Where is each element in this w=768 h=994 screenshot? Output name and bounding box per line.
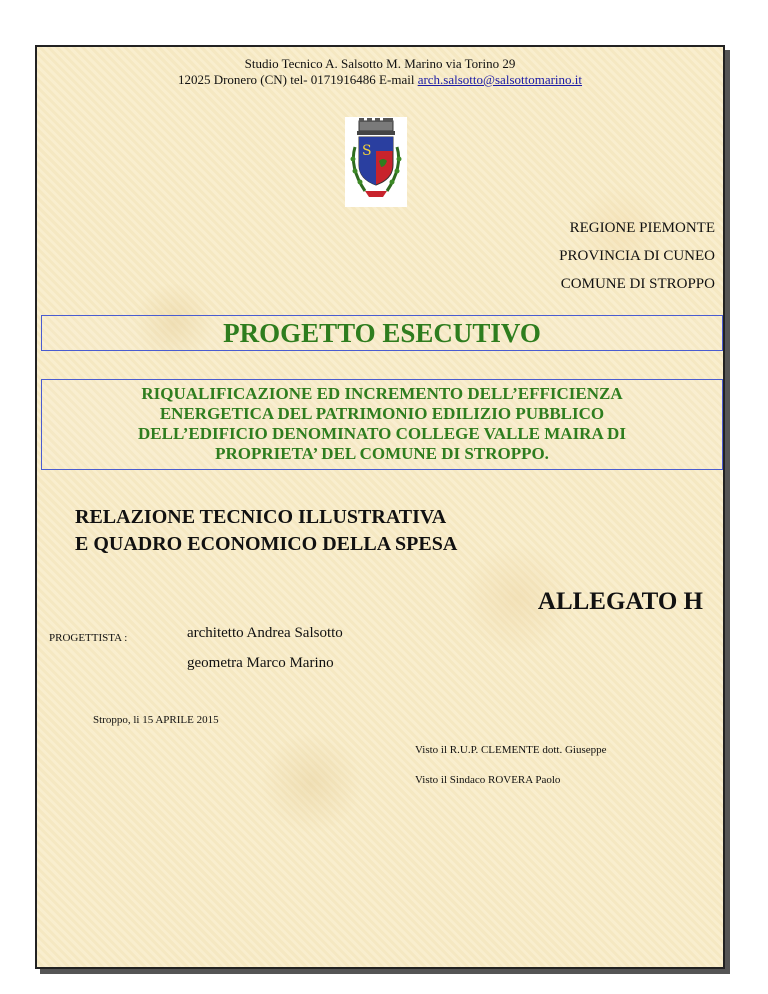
progettista-name-2: geometra Marco Marino bbox=[187, 655, 334, 671]
cover-sheet bbox=[35, 45, 725, 969]
svg-text:S: S bbox=[362, 143, 372, 159]
progettista-label: PROGETTISTA : bbox=[49, 632, 128, 644]
studio-header bbox=[37, 56, 723, 88]
progettista-name-1: architetto Andrea Salsotto bbox=[187, 625, 343, 641]
description-line-3: DELL’EDIFICIO DENOMINATO COLLEGE VALLE MAIRA DI bbox=[138, 424, 626, 443]
description-line-2: ENERGETICA DEL PATRIMONIO EDILIZIO PUBBLICO bbox=[159, 404, 605, 423]
email-link[interactable]: arch.salsotto@salsottomarino.it bbox=[417, 72, 583, 87]
visto-sindaco: Visto il Sindaco ROVERA Paolo bbox=[415, 774, 561, 786]
header-line-1: Studio Tecnico A. Salsotto M. Marino via Torino 29 bbox=[244, 56, 516, 71]
relazione-line-1: RELAZIONE TECNICO ILLUSTRATIVA bbox=[75, 506, 447, 528]
provincia-label: PROVINCIA DI CUNEO bbox=[559, 248, 715, 264]
relazione-line-2: E QUADRO ECONOMICO DELLA SPESA bbox=[75, 533, 458, 555]
header-line-2 bbox=[37, 72, 723, 88]
visto-rup: Visto il R.U.P. CLEMENTE dott. Giuseppe bbox=[415, 744, 607, 756]
place-date: Stroppo, li 15 APRILE 2015 bbox=[93, 714, 219, 726]
comune-label: COMUNE DI STROPPO bbox=[560, 276, 715, 292]
comune-coat-of-arms-icon bbox=[345, 117, 407, 207]
description-line-4: PROPRIETA’ DEL COMUNE DI STROPPO. bbox=[215, 444, 549, 463]
allegato-label: ALLEGATO H bbox=[537, 588, 703, 615]
description-line-1: RIQUALIFICAZIONE ED INCREMENTO DELL’EFFICIENZA bbox=[141, 384, 623, 403]
regione-label: REGIONE PIEMONTE bbox=[569, 220, 715, 236]
document-subtitle bbox=[75, 504, 457, 558]
project-title: PROGETTO ESECUTIVO bbox=[223, 318, 541, 348]
bleed-through-text bbox=[175, 971, 615, 985]
project-description-box bbox=[41, 379, 723, 470]
header-contacts: 12025 Dronero (CN) tel- 0171916486 E-mail bbox=[177, 72, 418, 87]
project-title-box bbox=[41, 315, 723, 351]
